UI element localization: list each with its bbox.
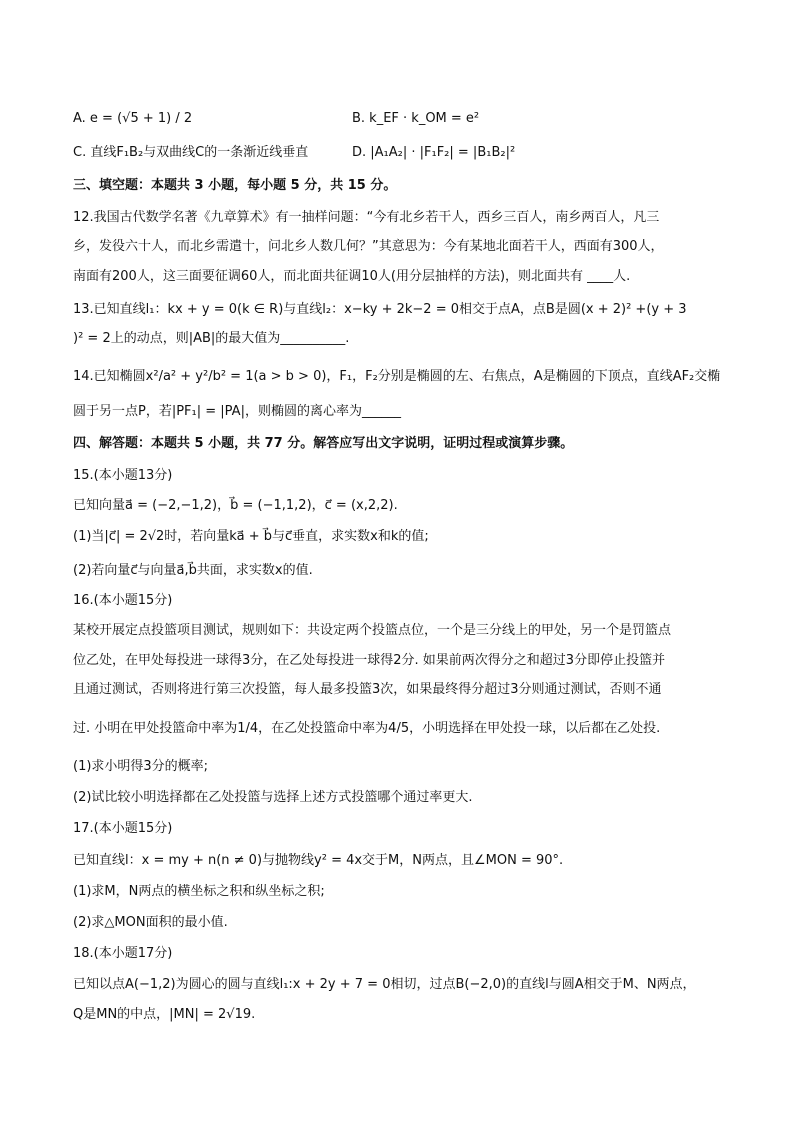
q15-part2: (2)若向量c⃗与向量a⃗,b⃗共面，求实数x的值. <box>73 563 313 578</box>
q15-title: 15.(本小题13分) <box>73 468 173 483</box>
section3-heading: 三、填空题：本题共 3 小题，每小题 5 分，共 15 分。 <box>73 178 397 193</box>
option-b: B. k_EF · k_OM = e² <box>352 111 480 126</box>
q13-line1: 13.已知直线l₁：kx + y = 0(k ∈ R)与直线l₂：x−ky + 2k−2 = 0相交于点A，点B是圆(x + 2)² +(y + 3 <box>73 302 687 317</box>
q16-line2: 位乙处，在甲处每投进一球得3分，在乙处每投进一球得2分. 如果前两次得分之和超过3分即停止投篮并 <box>73 653 666 668</box>
q17-part1: (1)求M，N两点的横坐标之积和纵坐标之积; <box>73 884 325 899</box>
q13-line2: )² = 2上的动点，则|AB|的最大值为__________. <box>73 331 350 346</box>
q17-part2: (2)求△MON面积的最小值. <box>73 915 228 930</box>
q15-part1: (1)当|c⃗| = 2√2时，若向量ka⃗ + b⃗与c⃗垂直，求实数x和k的值; <box>73 529 429 544</box>
q17-title: 17.(本小题15分) <box>73 821 173 836</box>
option-a: A. e = (√5 + 1) / 2 <box>73 111 193 126</box>
section4-heading: 四、解答题：本题共 5 小题，共 77 分。解答应写出文字说明，证明过程或演算步骤。 <box>73 436 574 451</box>
q18-title: 18.(本小题17分) <box>73 946 173 961</box>
q14-line2: 圆于另一点P，若|PF₁| = |PA|，则椭圆的离心率为______ <box>73 404 401 419</box>
q16-line4: 过. 小明在甲处投篮命中率为1/4，在乙处投篮命中率为4/5，小明选择在甲处投一球，以后都在乙处投. <box>73 721 661 736</box>
q16-line1: 某校开展定点投篮项目测试，规则如下：共设定两个投篮点位，一个是三分线上的甲处，另一个是罚篮点 <box>73 623 672 638</box>
q17-stem: 已知直线l：x = my + n(n ≠ 0)与抛物线y² = 4x交于M，N两点，且∠MON = 90°. <box>73 853 564 868</box>
q12-line2: 乡，发役六十人，而北乡需遣十，问北乡人数几何？”其意思为：今有某地北面若干人，西面有300人， <box>73 239 664 254</box>
option-c: C. 直线F₁B₂与双曲线C的一条渐近线垂直 <box>73 145 309 160</box>
q18-line1: 已知以点A(−1,2)为圆心的圆与直线l₁:x + 2y + 7 = 0相切，过点B(−2,0)的直线l与圆A相交于M、N两点， <box>73 977 696 992</box>
q12-line1: 12.我国古代数学名著《九章算术》有一抽样问题：“今有北乡若干人，西乡三百人，南乡两百人，凡三 <box>73 210 660 225</box>
q14-line1: 14.已知椭圆x²/a² + y²/b² = 1(a > b > 0)，F₁，F₂分别是椭圆的左、右焦点，A是椭圆的下顶点，直线AF₂交椭 <box>73 369 721 384</box>
q16-part1: (1)求小明得3分的概率; <box>73 759 209 774</box>
q16-part2: (2)试比较小明选择都在乙处投篮与选择上述方式投篮哪个通过率更大. <box>73 790 473 805</box>
q16-line3: 且通过测试，否则将进行第三次投篮，每人最多投篮3次，如果最终得分超过3分则通过测试，否则不通 <box>73 682 662 697</box>
q15-stem: 已知向量a⃗ = (−2,−1,2)，b⃗ = (−1,1,2)，c⃗ = (x,2,2). <box>73 498 398 513</box>
q18-line2: Q是MN的中点，|MN| = 2√19. <box>73 1007 256 1022</box>
q16-title: 16.(本小题15分) <box>73 593 173 608</box>
option-d: D. |A₁A₂| · |F₁F₂| = |B₁B₂|² <box>352 145 516 160</box>
q12-line3: 南面有200人，这三面要征调60人，而北面共征调10人(用分层抽样的方法)，则北面共有 ____人. <box>73 269 631 284</box>
